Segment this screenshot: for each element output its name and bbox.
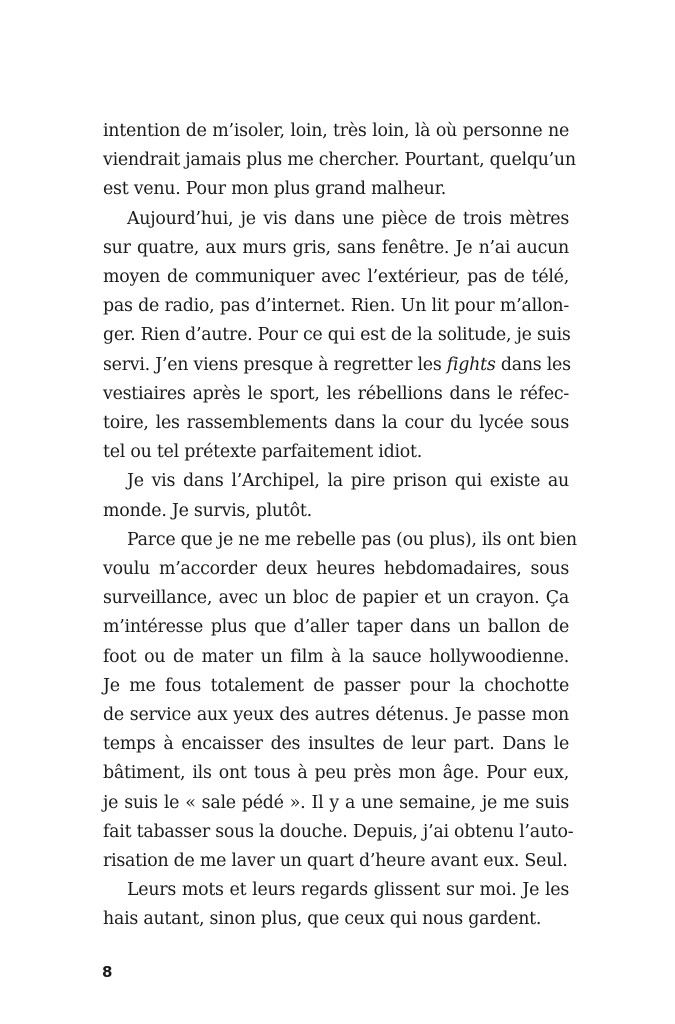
- text-line: est venu. Pour mon plus grand malheur.: [103, 179, 447, 200]
- text-line: Parce que je ne me rebelle pas (ou plus), ils ont bien: [127, 529, 577, 550]
- text-line: Aujourd’hui, je vis dans une pièce de trois mètres: [127, 208, 569, 229]
- page-number: 8: [102, 963, 113, 981]
- text-line: Je me fous totalement de passer pour la chochotte: [103, 675, 569, 696]
- text-line: tel ou tel prétexte parfaitement idiot.: [103, 442, 423, 463]
- text-line: voulu m’accorder deux heures hebdomadaires, sous: [103, 559, 569, 580]
- text-line: intention de m’isoler, loin, très loin, là où personne ne: [103, 121, 569, 141]
- text-line: monde. Je survis, plutôt.: [103, 500, 312, 521]
- text-line: toire, les rassemblements dans la cour du lycée sous: [103, 413, 569, 434]
- text-line: pas de radio, pas d’internet. Rien. Un lit pour m’allon-: [103, 296, 569, 317]
- text-run: servi. J’en viens presque à regretter les: [103, 354, 447, 375]
- text-line: hais autant, sinon plus, que ceux qui nous gardent.: [103, 909, 542, 930]
- text-line: bâtiment, ils ont tous à peu près mon âge. Pour eux,: [103, 763, 569, 784]
- text-line: risation de me laver un quart d’heure avant eux. Seul.: [103, 851, 568, 872]
- text-line: [103, 351, 569, 380]
- paragraph-2: [103, 205, 569, 468]
- text-line: viendrait jamais plus me chercher. Pourtant, quelqu’un: [103, 150, 576, 171]
- paragraph-4: [103, 526, 577, 876]
- text-line: fait tabasser sous la douche. Depuis, j’ai obtenu l’auto-: [103, 821, 574, 842]
- book-page-body: [103, 117, 577, 935]
- paragraph-1: [103, 117, 576, 205]
- text-line: Leurs mots et leurs regards glissent sur moi. Je les: [127, 880, 569, 901]
- text-line: surveillance, avec un bloc de papier et un crayon. Ça: [103, 588, 569, 609]
- text-line: Je vis dans l’Archipel, la pire prison qui existe au: [127, 471, 569, 492]
- paragraph-3: [103, 467, 569, 525]
- text-line: m’intéresse plus que d’aller taper dans un ballon de: [103, 617, 569, 638]
- paragraph-5: [103, 876, 569, 934]
- text-line: vestiaires après le sport, les rébellions dans le réfec-: [103, 383, 569, 404]
- text-line: foot ou de mater un film à la sauce hollywoodienne.: [103, 646, 569, 667]
- text-line: sur quatre, aux murs gris, sans fenêtre. Je n’ai aucun: [103, 237, 569, 258]
- text-run: dans les: [495, 354, 571, 375]
- text-line: de service aux yeux des autres détenus. Je passe mon: [103, 705, 569, 726]
- text-line: ger. Rien d’autre. Pour ce qui est de la solitude, je suis: [103, 325, 571, 346]
- text-line: je suis le « sale pédé ». Il y a une semaine, je me suis: [103, 792, 569, 813]
- text-line: moyen de communiquer avec l’extérieur, pas de télé,: [103, 267, 569, 288]
- text-line: temps à encaisser des insultes de leur part. Dans le: [103, 734, 569, 755]
- italic-word: fights: [446, 354, 496, 375]
